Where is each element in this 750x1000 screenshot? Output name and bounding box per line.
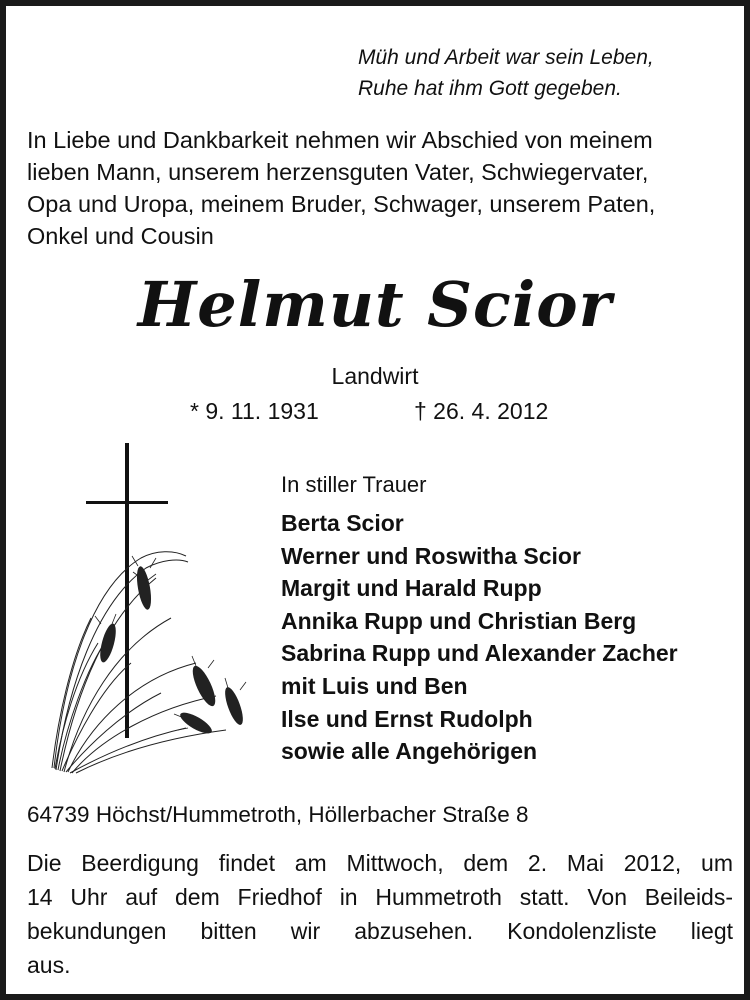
motto-line: Müh und Arbeit war sein Leben, xyxy=(358,46,654,69)
intro-line: Opa und Uropa, meinem Bruder, Schwager, unserem Paten, xyxy=(27,191,656,217)
family-address: 64739 Höchst/Hummetroth, Höllerbacher Straße 8 xyxy=(27,802,529,827)
deceased-occupation: Landwirt xyxy=(331,363,419,389)
funeral-notice xyxy=(27,846,733,982)
deceased-name: Helmut Scior xyxy=(137,268,613,341)
notice-line: Die Beerdigung findet am Mittwoch, dem 2. Mai 2012, um xyxy=(27,850,733,876)
mourner-name: Berta Scior xyxy=(281,510,404,536)
notice-line: aus. xyxy=(27,952,71,978)
mourners-block xyxy=(281,469,678,768)
birth-date: * 9. 11. 1931 xyxy=(190,398,319,424)
mourners-intro: In stiller Trauer xyxy=(281,472,427,497)
cross-with-wheat-icon xyxy=(46,438,266,783)
mourner-name: Werner und Roswitha Scior xyxy=(281,542,581,569)
intro-line: Onkel und Cousin xyxy=(27,223,214,249)
notice-line: 14 Uhr auf dem Friedhof in Hummetroth statt. Von Beileids- xyxy=(27,884,733,910)
mourner-name: Annika Rupp und Christian Berg xyxy=(281,607,637,634)
motto-verse xyxy=(358,42,654,104)
intro-line: lieben Mann, unserem herzensguten Vater, Schwiegervater, xyxy=(27,159,649,185)
mourner-name: Sabrina Rupp und Alexander Zacher xyxy=(281,640,678,667)
mourner-name: Ilse und Ernst Rudolph xyxy=(281,705,533,732)
intro-line: In Liebe und Dankbarkeit nehmen wir Abschied von meinem xyxy=(27,127,653,153)
mourner-name: mit Luis und Ben xyxy=(281,672,468,699)
mourner-name: Margit und Harald Rupp xyxy=(281,575,542,602)
intro-text xyxy=(27,124,739,252)
mourner-name: sowie alle Angehörigen xyxy=(281,738,538,765)
death-date: † 26. 4. 2012 xyxy=(414,398,549,424)
notice-line: bekundungen bitten wir abzusehen. Kondolenzliste liegt xyxy=(27,918,733,944)
motto-line: Ruhe hat ihm Gott gegeben. xyxy=(358,77,622,100)
